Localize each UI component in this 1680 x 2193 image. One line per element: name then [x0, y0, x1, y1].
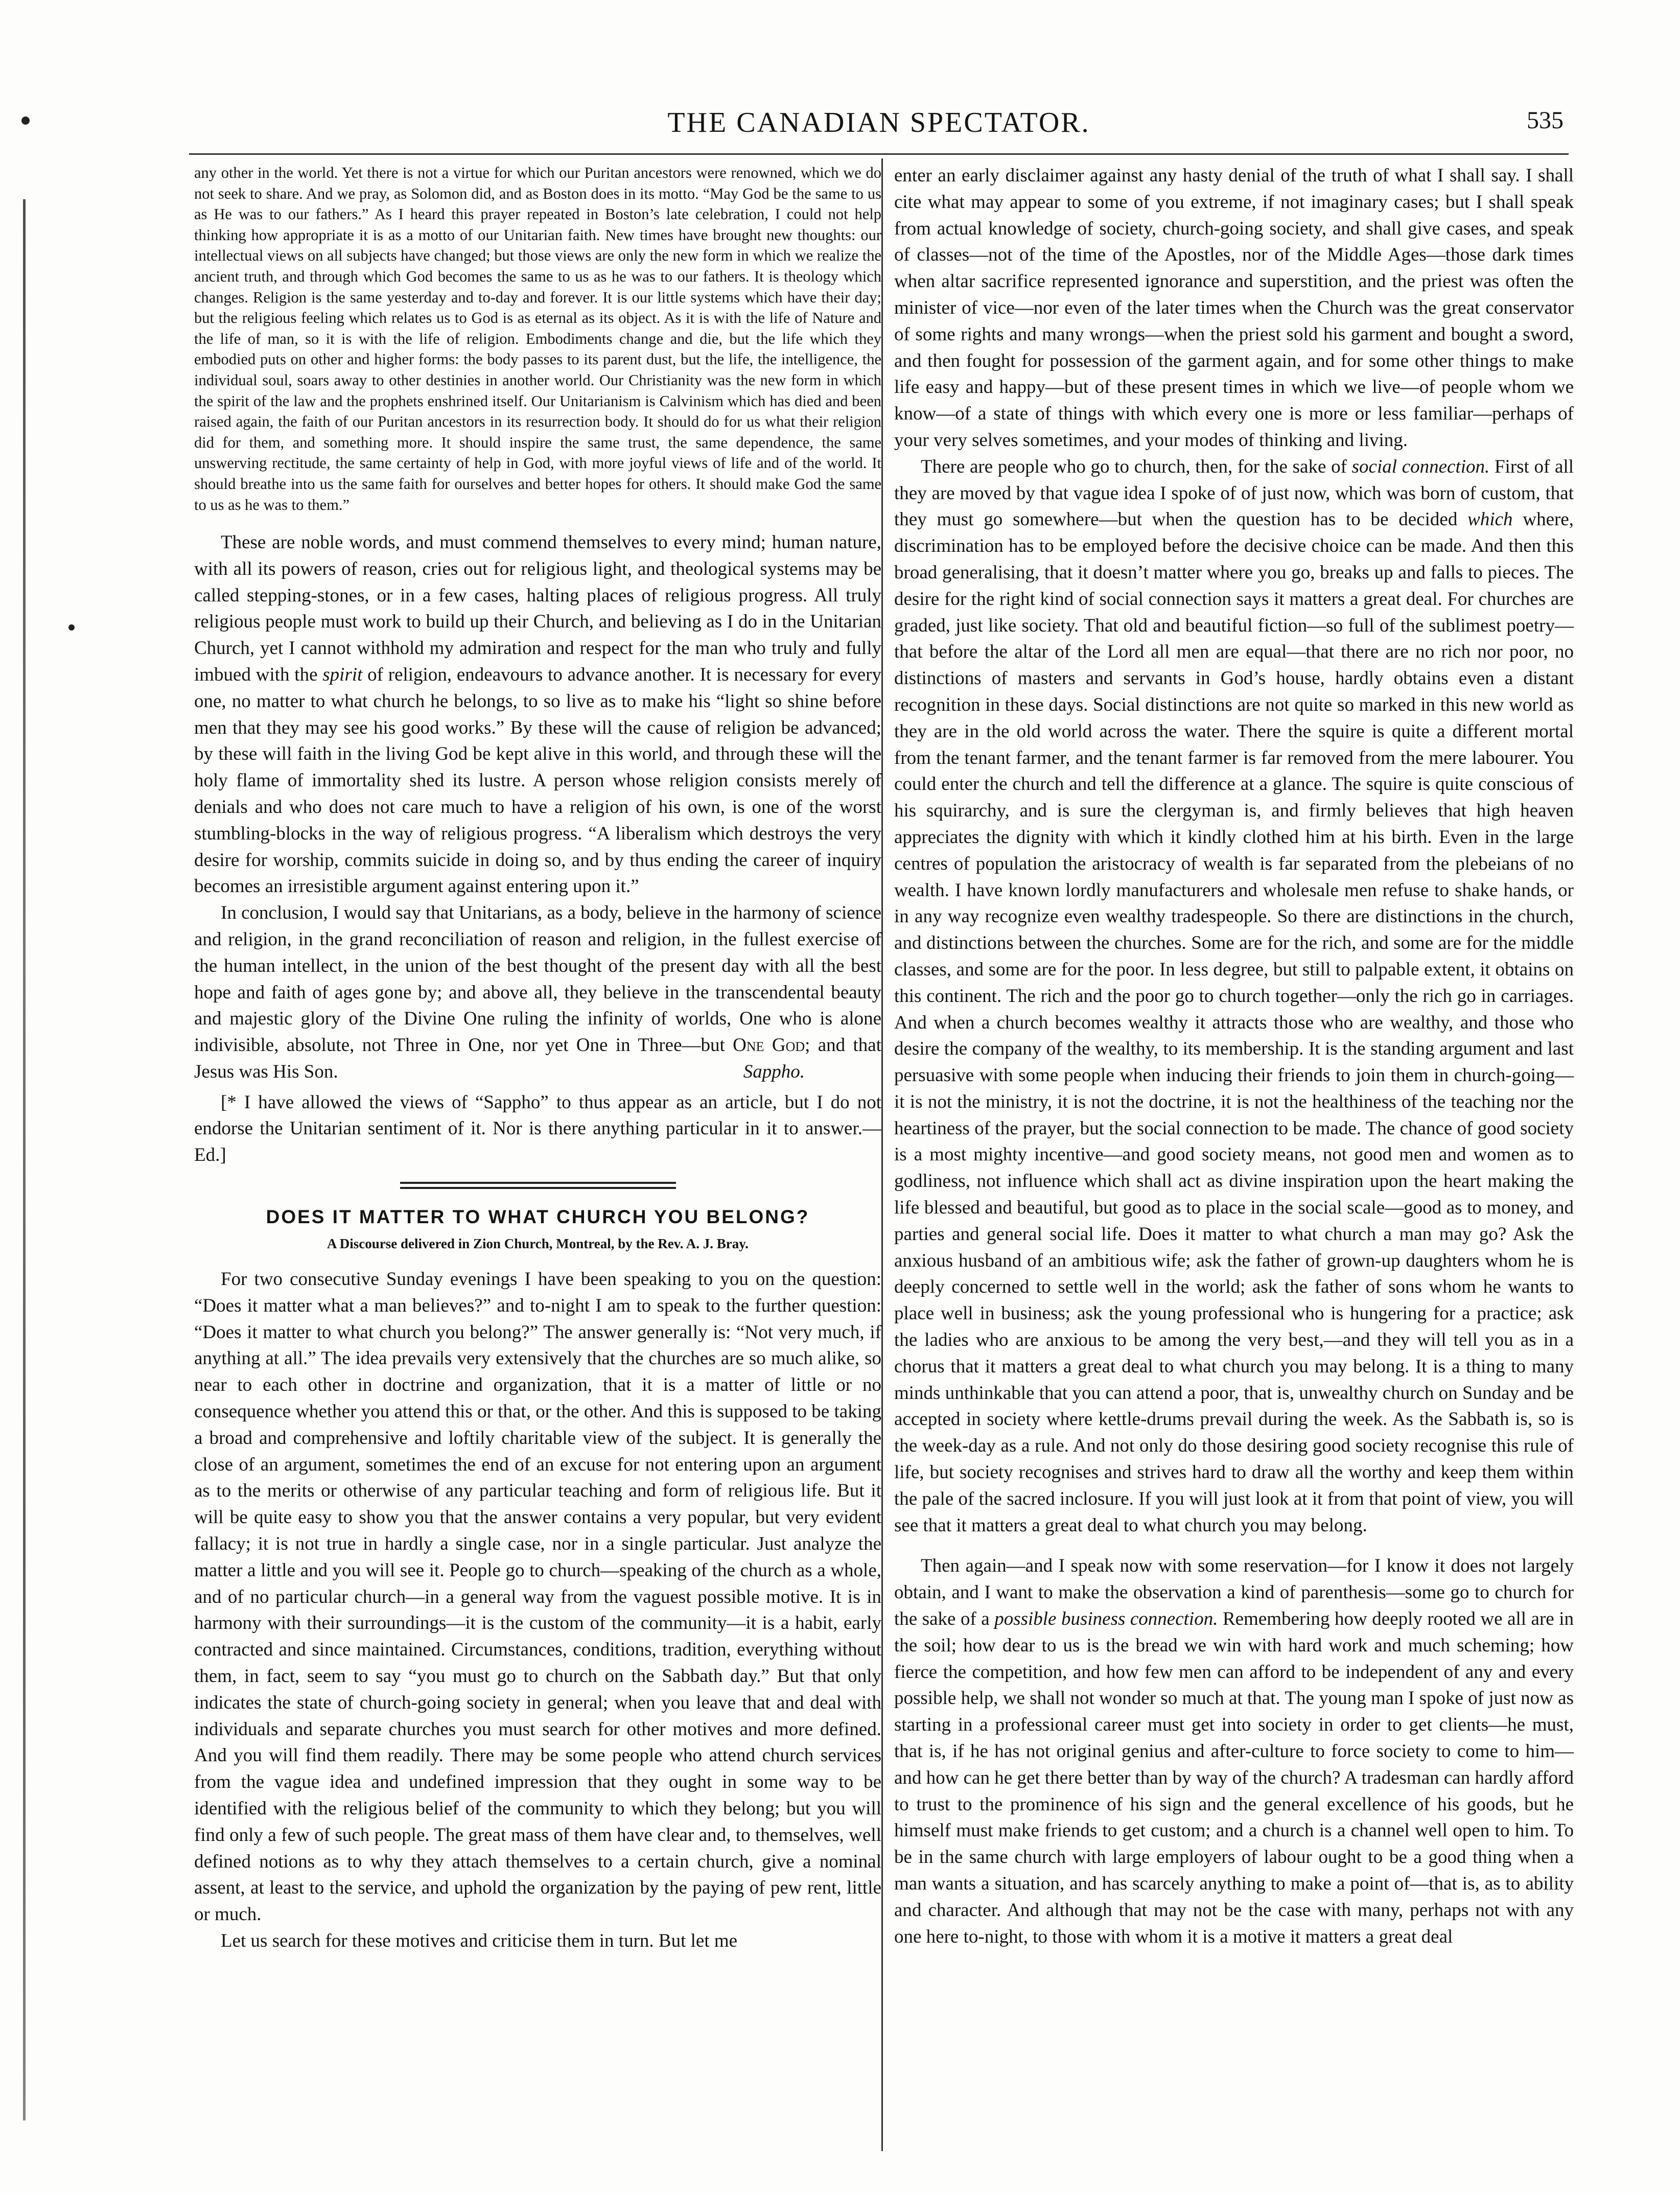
- text-run: In conclusion, I would say that Unitarians, as a body, believe in the harmony of science and religion, in the grand reconciliation of reason and religion, in the fullest exercise of the human intellect, in the union of the best thought of the present day with all the best hope and faith of ages gone by; and above all, they believe in the transcendental beauty and majestic glory of the Divine One ruling the infinity of worlds, One who is alone indivisible, absolute, not Three in One, nor yet One in Three—but: [194, 902, 881, 1056]
- scan-mark: [68, 624, 75, 631]
- editor-note: [* I have allowed the views of “Sappho” to thus appear as an article, but I do not endorse the Unitarian sentiment of it. Nor is there anything particular in it to answer.—Ed.]: [194, 1091, 881, 1166]
- article-subtitle: A Discourse delivered in Zion Church, Montreal, by the Rev. A. J. Bray.: [326, 1236, 749, 1252]
- column-separator: [881, 158, 883, 2151]
- page-number: 535: [1527, 107, 1564, 134]
- quoted-passage: any other in the world. Yet there is not a virtue for which our Puritan ancestors were renowned, which we do not seek to share. And we pray, as Solomon did, and as Boston does in its motto. “May God be the same to us as He was to our fathers.” As I heard this prayer repeated in Boston’s late celebration, I could not help thinking how appropriate it is as a motto of our Unitarian faith. New times have brought new thoughts: our intellectual views on all subjects have changed; but those views are only the new form in which we realize the ancient truth, and through which God becomes the same to us as he was to our fathers. It is theology which changes. Religion is the same yesterday and to-day and forever. It is our little systems which have their day; but the religious feeling which relates us to God is as eternal as its object. As it is with the life of Nature and the life of man, so it is with the life of religion. Embodiments change and die, but the life which they embodied puts on other and higher forms: the body passes to its parent dust, but the life, the intelligence, the individual soul, soars away to other destinies in another world. Our Christianity was the new form in which the spirit of the law and the prophets enshrined itself. Our Unitarianism is Calvinism which has died and been raised again, the faith of our Puritan ancestors in its resurrection body. It should do for us what their religion did for them, and something more. It should inspire the same trust, the same dependence, the same unswerving rectitude, the same certainty of help in God, with more joyful views of life and of the world. It should breathe into us the same faith for ourselves and better hopes for others. It should make God the same to us as he was to them.”: [194, 164, 881, 514]
- paragraph: [894, 454, 1574, 1539]
- paragraph: Let us search for these motives and criticise them in turn. But let me: [221, 1930, 738, 1951]
- text-run: Remembering how deeply rooted we all are in the soil; how dear to us is the bread we win with hard work and much scheming; how fierce the competition, and how few men can afford to be independent of any and every possible help, we shall not wonder so much at that. The young man I spoke of just now as starting in a professional career must get into society in order to get clients—he must, that is, if he has not original genius and after-culture to force society to come to him—and how can he get there better than by way of the church? A tradesman can hardly afford to trust to the prominence of his sign and the general excellence of his goods, but he himself must make friends to get custom; and a church is a channel well open to him. To be in the same church with large employers of labour ought to be a good thing when a man wants a situation, and has scarcely anything to make a point of—that is, as to ability and character. And although that may not be the case with many, perhaps not with any one here to-night, to those with whom it is a motive it matters a great deal: [894, 1608, 1574, 1947]
- text-run: of religion, endeavours to advance another. It is necessary for every one, no matter to what church he belongs, to so live as to make his “light so shine before men that they may see his good works.” By these will the cause of religion be advanced; by these will faith in the living God be kept alive in this world, and through these will the holy flame of immortality shed its lustre. A person whose religion consists merely of denials and who does not care much to have a religion of his own, is one of the worst stumbling-blocks in the way of religious progress. “A liberalism which destroys the very desire for worship, commits suicide in doing so, and by thus ending the career of inquiry becomes an irresistible argument against entering upon it.”: [194, 664, 881, 897]
- page-header: [189, 101, 1569, 147]
- paragraph: [194, 529, 881, 900]
- header-rule: [189, 153, 1569, 155]
- text-run: Then again—and I speak now with some reservation—for I know it does not largely obtain, and I want to make the observation a kind of parenthesis—some go to church for the sake of a: [894, 1555, 1574, 1630]
- text-run: where, discrimination has to be employed before the decisive choice can be made. And then this broad generalising, that it doesn’t matter where you go, breaks up and falls to pieces. The desire for the right kind of social connection says it matters a great deal. For churches are graded, just like society. That old and beautiful fiction—so full of the sublimest poetry—that before the altar of the Lord all men are equal—that there are no rich nor poor, no distinctions of masters and servants in God’s house, hardly obtains even a distant recognition in these days. Social distinctions are not quite so marked in this new world as they are in the old world across the water. There the squire is quite a different mortal from the tenant farmer, and the tenant farmer is far removed from the mere labourer. You could enter the church and tell the difference at a glance. The squire is quite conscious of his squirarchy, and is sure the clergyman is, and firmly believes that high heaven appreciates the dignity with which it kindly clothed him at his birth. Even in the large centres of population the aristocracy of wealth is far separated from the plebeians of no wealth. I have known lordly manufacturers and wholesale men refuse to shake hands, or in any way recognize even wealthy tradespeople. So there are distinctions in the church, and distinctions between the churches. Some are for the rich, and some are for the middle classes, and some are for the poor. In less degree, but still to palpable extent, it obtains on this continent. The rich and the poor go to church together—only the rich go in carriages. And when a church becomes wealthy it attracts those who are wealthy, and those who desire the company of the wealthy, to its membership. It is the standing argument and last persuasive with some people when inducing their friends to join them in church-going—it is not the ministry, it is not the doctrine, it is not the healthiness of the teaching nor the heartiness of the prayer, but the social connection to be made. The chance of good society is a most mighty incentive—and good society means, not good men and women as to godliness, not influence which shall act as divine inspiration upon the heart making the life blessed and beautiful, but good as to place in the social scale—good as to money, and parties and general social life. Does it matter to what church a man may go? Ask the anxious husband of an ambitious wife; ask the father of grown-up daughters whom he is deeply concerned to settle well in the world; ask the father of sons whom he wants to place well in business; ask the young professional who is hungering for a practice; ask the ladies who are anxious to be among the very best,—and they will tell you as in a chorus that it matters a great deal to what church you may belong. It is a thing to many minds unthinkable that you can attend a poor, that is, unwealthy church on Sunday and be accepted in society where kettle-drums prevail during the week. As the Sabbath is, so is the week-day as a rule. And not only do those desiring good society recognise this rule of life, but society recognises and strives hard to draw all the worthy and keep them within the pale of the sacred inclosure. If you will just look at it from that point of view, you will see that it matters a great deal to what church you may belong.: [894, 509, 1574, 1536]
- right-column: [894, 162, 1574, 1950]
- section-divider: [400, 1182, 676, 1189]
- paragraph: enter an early disclaimer against any hasty denial of the truth of what I shall say. I shall cite what may appear to some of you extreme, if not imaginary cases; but I shall speak from actual knowledge of society, church-going society, and shall give cases, and speak of classes—not of the time of the Apostles, nor of the Middle Ages—those dark times when altar sacrifice represented ignorance and superstition, and the priest was often the minister of vice—nor even of the later times when the Church was the great conservator of some rights and many wrongs—when the priest sold his garment and bought a sword, and then fought for possession of the garment again, and for some other things to make life easy and happy—but of these present times in which we live—of people whom we know—of a state of things with which every one is more or less familiar—perhaps of your very selves sometimes, and your modes of thinking and living.: [894, 165, 1574, 451]
- paragraph: [194, 900, 881, 1085]
- text-run: First of all they are moved by that vague idea I spoke of of just now, which was born of custom, that they must go somewhere—but when the question has to be decided: [894, 456, 1574, 530]
- small-caps-text: One God: [733, 1035, 805, 1056]
- scan-binding-edge: [23, 199, 26, 2120]
- paragraph: For two consecutive Sunday evenings I have been speaking to you on the question: “Does it matter what a man believes?” and to-night I am to speak to the further question: “Does it matter to what church you belong?” The answer generally is: “Not very much, if anything at all.” The idea prevails very extensively that the churches are so much alike, so near to each other in doctrine and organization, that it is a matter of little or no consequence whether you attend this or that, or the other. And this is supposed to be taking a broad and comprehensive and loftily charitable view of the subject. It is generally the close of an argument, sometimes the end of an excuse for not entering upon an argument as to the merits or otherwise of any particular teaching and form of religious life. But it will be quite easy to show you that the answer contains a very popular, but very evident fallacy; it is not true in hardly a single case, nor in a single particular. Just analyze the matter a little and you will see it. People go to church—speaking of the church as a whole, and of no particular church—in a general way from the vaguest possible motive. It is in harmony with their surroundings—it is the custom of the community—it is a habit, early contracted and since maintained. Circumstances, conditions, tradition, everything without them, in fact, seem to say “you must go to church on the Sabbath day.” But that only indicates the state of church-going society in general; when you leave that and deal with individuals and separate churches you must search for other motives and more defined. And you will find them readily. There may be some people who attend church services from the vague idea and undefined impression that they ought in some way to be identified with the religious belief of the community to which they belong; but you will find only a few of such people. The great mass of them have clear and, to themselves, well defined notions as to why they attach themselves to a certain church, give a nominal assent, at least to the service, and uphold the organization by the paying of pew rent, little or much.: [194, 1269, 881, 1925]
- text-run: ; and that Jesus was His Son.: [194, 1035, 882, 1083]
- article-title: DOES IT MATTER TO WHAT CHURCH YOU BELONG?: [266, 1206, 810, 1228]
- publication-title: THE CANADIAN SPECTATOR.: [667, 107, 1090, 138]
- text-run: These are noble words, and must commend themselves to every mind; human nature, with all its powers of reason, cries out for religious light, and theological systems may be called stepping-stones, or in a few cases, halting places of religious progress. All truly religious people must work to build up their Church, and believing as I do in the Unitarian Church, yet I cannot withhold my admiration and respect for the man who truly and fully imbued with the: [194, 532, 881, 686]
- emphasis: which: [1467, 509, 1513, 530]
- emphasis: spirit: [322, 664, 363, 686]
- paragraph: [894, 1553, 1574, 1950]
- scan-mark: [21, 116, 30, 125]
- author-signature: Sappho.: [743, 1061, 805, 1082]
- emphasis: possible business connection.: [994, 1608, 1218, 1630]
- left-column: [194, 162, 881, 1954]
- text-run: There are people who go to church, then, for the sake of: [921, 456, 1347, 477]
- emphasis: social connection.: [1351, 456, 1490, 477]
